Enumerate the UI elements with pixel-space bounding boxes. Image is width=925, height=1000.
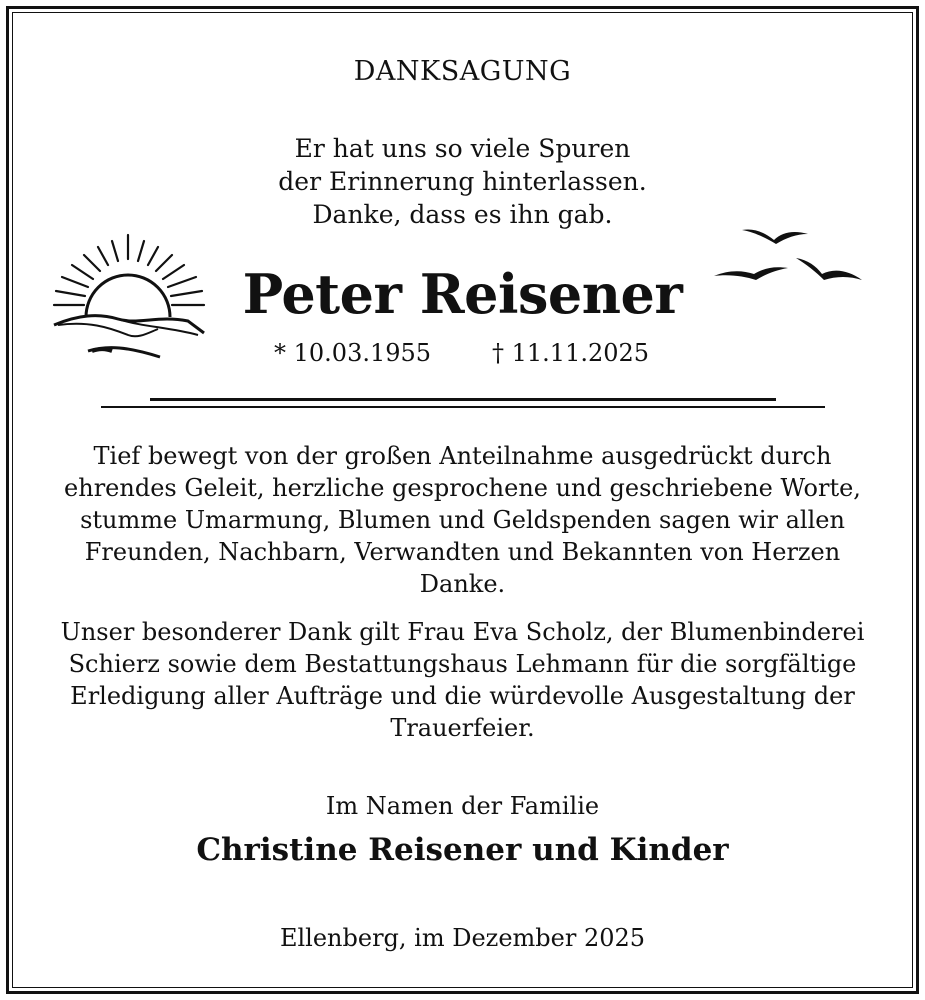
- divider-line-short: [150, 398, 776, 401]
- motto-line: Danke, dass es ihn gab.: [312, 200, 613, 229]
- motto: [0, 132, 925, 231]
- place-and-date: Ellenberg, im Dezember 2025: [279, 924, 646, 952]
- deceased-name: Peter Reisener: [242, 262, 683, 326]
- birth-date: * 10.03.1955: [274, 339, 432, 367]
- divider-line-long: [101, 406, 825, 408]
- death-date: † 11.11.2025: [492, 339, 650, 367]
- motto-line: Er hat uns so viele Spuren: [294, 134, 631, 163]
- special-thanks-paragraph: Unser besonderer Dank gilt Frau Eva Scholz, der Blumenbinderei Schierz sowie dem Bestattungshaus Lehmann für die sorgfältige Erledigung aller Aufträge und die würdevolle Ausgestaltung der Trauerfeier.: [60, 618, 865, 742]
- family-intro: Im Namen der Familie: [325, 792, 600, 820]
- notice-heading: DANKSAGUNG: [353, 56, 572, 87]
- motto-line: der Erinnerung hinterlassen.: [278, 167, 647, 196]
- family-signature: Christine Reisener und Kinder: [196, 832, 729, 868]
- thanks-paragraph: Tief bewegt von der großen Anteilnahme ausgedrückt durch ehrendes Geleit, herzliche gesprochene und geschriebene Worte, stumme Umarmung, Blumen und Geldspenden sagen wir allen Freunden, Nachbarn, Verwandten und Bekannten von Herzen Danke.: [64, 442, 861, 598]
